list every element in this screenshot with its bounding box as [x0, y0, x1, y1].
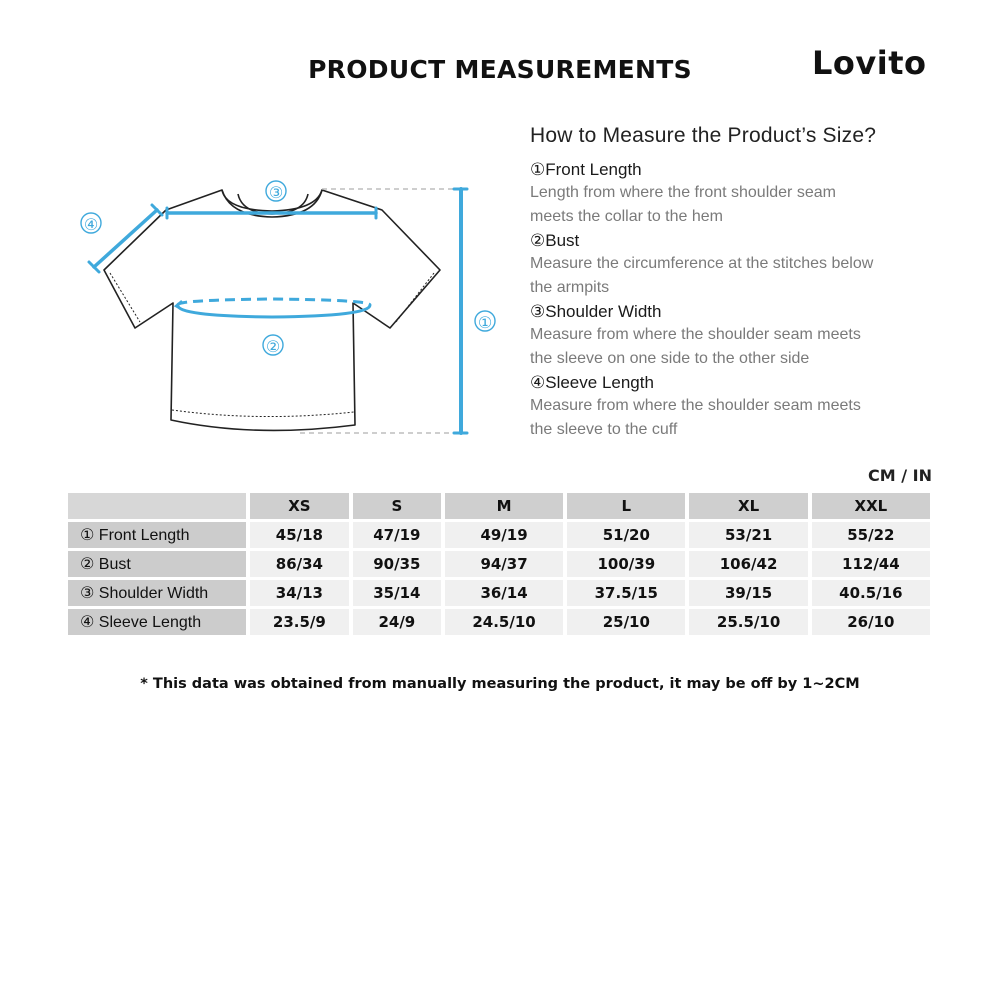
table-cell: 36/14	[445, 580, 563, 606]
column-header: L	[567, 493, 685, 519]
table-cell: 86/34	[250, 551, 349, 577]
table-cell: 47/19	[353, 522, 441, 548]
guide-item-desc: Measure from where the shoulder seam meets	[530, 397, 861, 414]
table-row	[68, 551, 930, 577]
table-cell: 106/42	[689, 551, 807, 577]
table-corner-cell	[68, 493, 246, 519]
size-chart-table	[64, 490, 934, 638]
table-cell: 34/13	[250, 580, 349, 606]
table-cell: 25/10	[567, 609, 685, 635]
guide-item-sleeve-length	[530, 371, 950, 442]
table-cell: 100/39	[567, 551, 685, 577]
guide-item-desc: the armpits	[530, 279, 610, 296]
table-row	[68, 609, 930, 635]
table-cell: 39/15	[689, 580, 807, 606]
guide-heading: How to Measure the Product’s Size?	[530, 124, 877, 147]
bust-marker	[176, 299, 370, 317]
table-cell: 40.5/16	[812, 580, 930, 606]
page-title: PRODUCT MEASUREMENTS	[308, 55, 692, 84]
row-label: ① Front Length	[68, 522, 246, 548]
guide-item-desc: Measure from where the shoulder seam meets	[530, 326, 861, 343]
t-shirt-diagram	[70, 170, 510, 460]
table-cell: 37.5/15	[567, 580, 685, 606]
column-header: XS	[250, 493, 349, 519]
table-cell: 23.5/9	[250, 609, 349, 635]
table-cell: 45/18	[250, 522, 349, 548]
table-header-row	[68, 493, 930, 519]
front-length-marker	[454, 189, 467, 433]
guide-item-title: ④Sleeve Length	[530, 373, 654, 392]
sleeve-length-marker	[89, 205, 162, 272]
table-cell: 25.5/10	[689, 609, 807, 635]
table-cell: 112/44	[812, 551, 930, 577]
table-cell: 51/20	[567, 522, 685, 548]
t-shirt-icon	[104, 190, 440, 430]
column-header: XL	[689, 493, 807, 519]
guide-item-desc: Measure the circumference at the stitches below	[530, 255, 874, 272]
shoulder-width-label: ③	[268, 183, 284, 202]
unit-label: CM / IN	[868, 466, 932, 485]
guide-item-front-length	[530, 158, 950, 229]
guide-item-shoulder-width	[530, 300, 950, 371]
row-label: ② Bust	[68, 551, 246, 577]
guide-item-desc: Length from where the front shoulder seam	[530, 184, 836, 201]
column-header: XXL	[812, 493, 930, 519]
table-cell: 35/14	[353, 580, 441, 606]
table-cell: 90/35	[353, 551, 441, 577]
table-cell: 24/9	[353, 609, 441, 635]
row-label: ④ Sleeve Length	[68, 609, 246, 635]
table-row	[68, 522, 930, 548]
disclaimer-note: * This data was obtained from manually measuring the product, it may be off by 1~2CM	[140, 676, 860, 692]
table-cell: 49/19	[445, 522, 563, 548]
column-header: S	[353, 493, 441, 519]
brand-logo: Lovito	[812, 44, 927, 82]
guide-item-title: ③Shoulder Width	[530, 302, 662, 321]
guide-item-title: ①Front Length	[530, 160, 642, 179]
table-cell: 94/37	[445, 551, 563, 577]
front-length-label: ①	[477, 313, 493, 332]
table-cell: 53/21	[689, 522, 807, 548]
row-label: ③ Shoulder Width	[68, 580, 246, 606]
table-cell: 55/22	[812, 522, 930, 548]
guide-item-title: ②Bust	[530, 231, 580, 250]
guide-item-desc: the sleeve to the cuff	[530, 421, 678, 438]
measurement-guide	[530, 124, 950, 442]
guide-item-desc: the sleeve on one side to the other side	[530, 350, 810, 367]
bust-label: ②	[265, 337, 281, 356]
guide-item-bust	[530, 229, 950, 300]
table-row	[68, 580, 930, 606]
column-header: M	[445, 493, 563, 519]
sleeve-length-label: ④	[83, 215, 99, 234]
guide-item-desc: meets the collar to the hem	[530, 208, 723, 225]
table-cell: 26/10	[812, 609, 930, 635]
table-cell: 24.5/10	[445, 609, 563, 635]
